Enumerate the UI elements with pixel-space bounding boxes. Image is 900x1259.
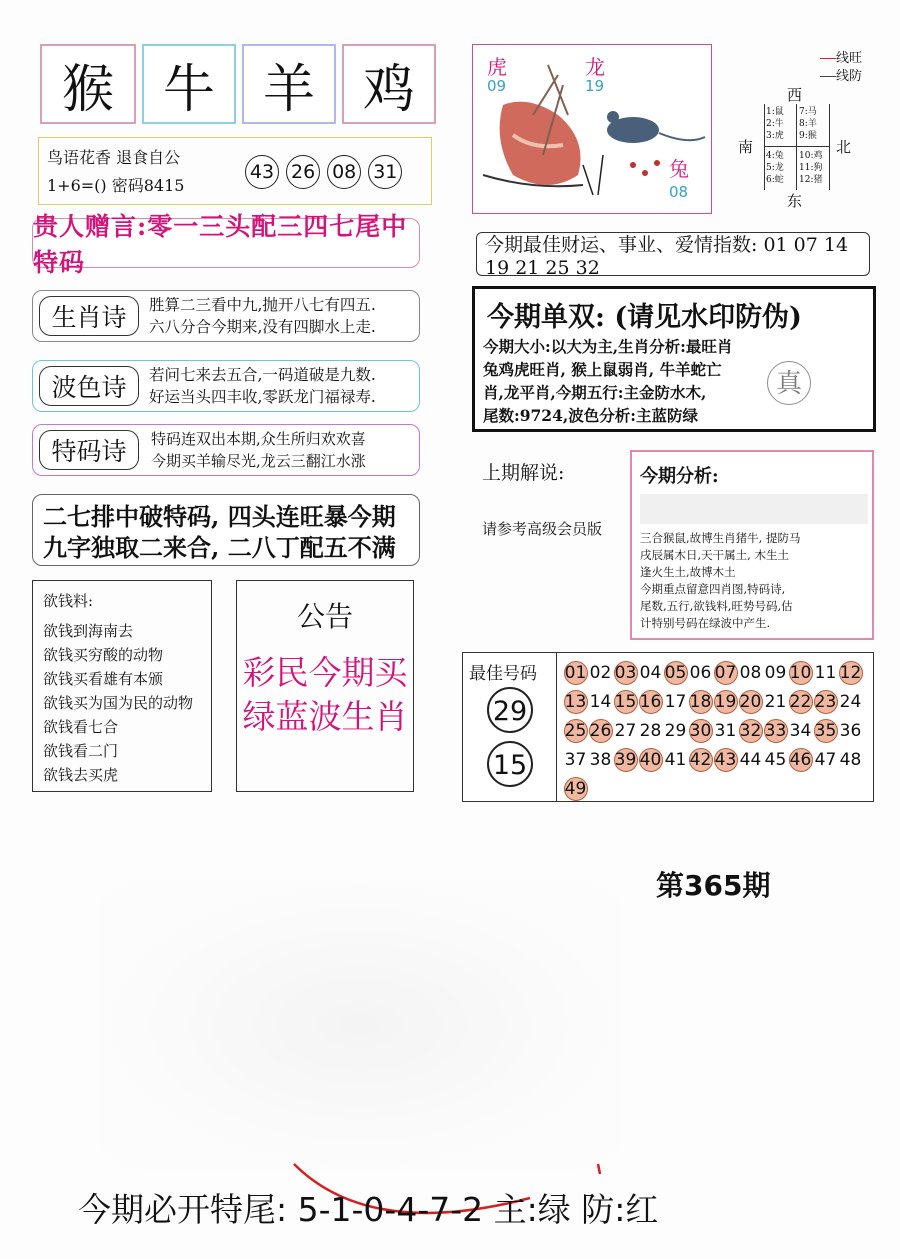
red-line-icon [820, 58, 836, 59]
zodiac-char: 牛 [162, 59, 215, 120]
compass-item: 2:牛 [766, 119, 784, 129]
money-list [43, 619, 201, 787]
highlighted-number: 40 [639, 749, 662, 770]
verse-panel [32, 494, 420, 566]
number-cell: 02 [589, 663, 612, 684]
poem-text [151, 428, 421, 472]
zodiac-box-3 [242, 44, 336, 124]
number-circle: 43 [245, 155, 279, 189]
legend-item [820, 50, 862, 68]
tiger-number: 09 [487, 77, 507, 95]
analysis-line: 戌辰属木日,天干属土, 木生土 [640, 548, 789, 562]
info-line-1: 鸟语花香 退食自公 [47, 148, 181, 167]
highlighted-number: 33 [764, 720, 787, 741]
number-cell: 09 [764, 663, 787, 684]
analysis-line: 逢火生土,故博木土 [640, 565, 736, 579]
best-picks [463, 653, 557, 801]
list-item: 欲钱去买虎 [43, 766, 119, 784]
info-numbers [245, 155, 404, 189]
poem-line: 特码连双出本期,众生所归欢欢喜 [151, 430, 366, 448]
zodiac-char: 猴 [61, 59, 114, 120]
notice-title: 公告 [296, 600, 353, 633]
oddeven-line: 尾数:9724,波色分析:主蓝防绿 [483, 406, 698, 425]
number-cell: 28 [639, 720, 662, 741]
highlighted-number: 22 [789, 692, 812, 713]
number-cell: 47 [814, 749, 837, 770]
poem-tag: 生肖诗 [39, 296, 139, 336]
rabbit-label: 兔 [669, 157, 689, 181]
money-title: 欲钱料: [43, 592, 94, 610]
issue-number: 第365期 [656, 869, 771, 902]
oddeven-line: 今期大小:以大为主,生肖分析:最旺肖 [483, 337, 733, 356]
number-cell: 11 [814, 663, 837, 684]
poem-text [149, 364, 421, 408]
compass-item: 8:羊 [799, 119, 817, 129]
highlighted-number: 19 [714, 692, 737, 713]
analysis-line: 计特别号码在绿波中产生. [640, 616, 771, 630]
number-cell: 14 [589, 692, 612, 713]
info-box [38, 137, 432, 205]
highlighted-number: 05 [664, 663, 687, 684]
highlighted-number: 03 [614, 663, 637, 684]
compass-item: 6:蛇 [766, 175, 784, 185]
number-cell: 37 [564, 749, 587, 770]
poem-line: 六八分合今期来,没有四脚水上走. [149, 318, 376, 336]
poem-line: 胜算二三看中九,抛开八七有四五. [149, 296, 376, 314]
verse-line: 九字独取二来合, 二八丁配五不满 [43, 533, 396, 562]
compass-cell [766, 150, 784, 186]
number-cell: 21 [764, 692, 787, 713]
compass-item: 7:马 [799, 107, 817, 117]
compass-west: 西 [787, 86, 803, 104]
compass-cell [799, 106, 817, 142]
list-item: 欲钱到海南去 [43, 622, 134, 640]
money-panel [32, 580, 212, 792]
legend-label: 线防 [836, 69, 863, 84]
verse-line: 二七排中破特码, 四头连旺暴今期 [43, 502, 396, 531]
compass-cell [799, 150, 823, 186]
analysis-title: 今期分析: [640, 466, 719, 487]
highlighted-number: 25 [564, 720, 587, 741]
compass-item: 10:鸡 [799, 151, 823, 161]
number-grid [563, 659, 871, 803]
oddeven-line: 肖,龙平肖,今期五行:主金防水木, [483, 383, 707, 402]
gift-saying: 贵人赠言:零一三头配三四七尾中特码 [32, 218, 420, 268]
compass-south: 南 [738, 138, 754, 156]
number-cell: 31 [714, 720, 737, 741]
oddeven-line: 兔鸡虎旺肖, 猴上鼠弱肖, 牛羊蛇亡 [483, 360, 722, 379]
number-cell: 45 [764, 749, 787, 770]
oddeven-panel [472, 286, 876, 432]
number-circle: 26 [286, 155, 320, 189]
highlighted-number: 23 [814, 692, 837, 713]
number-circle: 31 [368, 155, 402, 189]
zodiac-char: 鸡 [362, 59, 415, 120]
number-cell: 41 [664, 749, 687, 770]
watermark-stamp: 真 [767, 361, 811, 405]
oddeven-text [483, 335, 875, 427]
compass-item: 5:龙 [766, 163, 784, 173]
zodiac-box-2 [142, 44, 236, 124]
highlighted-number: 20 [739, 692, 762, 713]
zodiac-box-4 [342, 44, 436, 124]
dragon-number: 19 [585, 77, 605, 95]
highlighted-number: 42 [689, 749, 712, 770]
best-pick-circle: 15 [487, 741, 533, 787]
highlighted-number: 10 [789, 663, 812, 684]
highlighted-number: 12 [839, 663, 862, 684]
notice-panel [236, 580, 414, 792]
line-legend [820, 50, 862, 86]
number-cell: 36 [839, 720, 862, 741]
tiger-label: 虎 [487, 55, 507, 79]
best-title: 最佳号码 [469, 664, 537, 684]
number-cell: 06 [689, 663, 712, 684]
highlighted-number: 46 [789, 749, 812, 770]
highlighted-number: 13 [564, 692, 587, 713]
number-cell: 44 [739, 749, 762, 770]
dragon-label: 龙 [585, 55, 605, 79]
number-cell: 04 [639, 663, 662, 684]
highlighted-number: 43 [714, 749, 737, 770]
highlighted-number: 49 [564, 778, 587, 799]
list-item: 欲钱看七合 [43, 718, 119, 736]
poem-panel-special [32, 424, 420, 476]
compass-axis [796, 104, 797, 190]
highlighted-number: 01 [564, 663, 587, 684]
compass-chart [734, 84, 864, 210]
last-period-title: 上期解说: [482, 462, 565, 484]
poem-text [149, 294, 421, 338]
number-cell: 48 [839, 749, 862, 770]
number-cell: 24 [839, 692, 862, 713]
list-item: 欲钱买穷酸的动物 [43, 646, 164, 664]
highlighted-number: 18 [689, 692, 712, 713]
highlighted-number: 35 [814, 720, 837, 741]
compass-item: 3:虎 [766, 131, 784, 141]
notice-line: 彩民今期买 [242, 653, 408, 692]
analysis-line: 今期重点留意四肖图,特码诗, [640, 582, 786, 596]
notice-body [237, 651, 413, 739]
compass-north: 北 [836, 138, 852, 156]
oddeven-title: 今期单双: (请见水印防伪) [487, 302, 802, 333]
special-tail-line: 今期必开特尾: 5-1-0-4-7-2 主:绿 防:红 [78, 1190, 659, 1229]
compass-cell [766, 106, 784, 142]
zodiac-char: 羊 [262, 59, 315, 120]
compass-item: 9:猴 [799, 131, 817, 141]
compass-item: 4:兔 [766, 151, 784, 161]
dark-line-icon [820, 76, 836, 77]
best-pick-circle: 29 [487, 687, 533, 733]
number-circle: 08 [327, 155, 361, 189]
compass-item: 1:鼠 [766, 107, 784, 117]
poem-line: 若问七来去五合,一码道破是九数. [149, 366, 376, 384]
highlighted-number: 15 [614, 692, 637, 713]
highlighted-number: 39 [614, 749, 637, 770]
rabbit-number: 08 [669, 183, 689, 201]
poem-line: 今期买羊输尽光,龙云三翻江水涨 [151, 452, 366, 470]
compass-axis [764, 146, 830, 147]
number-cell: 34 [789, 720, 812, 741]
highlighted-number: 16 [639, 692, 662, 713]
poem-panel-color [32, 360, 420, 412]
legend-label: 线旺 [836, 51, 863, 66]
highlighted-number: 30 [689, 720, 712, 741]
number-cell: 17 [664, 692, 687, 713]
blurred-area [100, 880, 620, 1170]
best-numbers-panel [462, 652, 874, 802]
list-item: 欲钱看二门 [43, 742, 119, 760]
poem-panel-zodiac [32, 290, 420, 342]
analysis-panel [630, 450, 874, 640]
compass-item: 12:猪 [799, 175, 823, 185]
poem-line: 好运当头四丰收,零跃龙门福禄寿. [149, 388, 376, 406]
number-cell: 38 [589, 749, 612, 770]
last-period-text: 请参考高级会员版 [482, 520, 603, 538]
analysis-line: 三合猴鼠,故博生肖猪牛, 提防马 [640, 531, 801, 545]
fortune-index: 今期最佳财运、事业、爱情指数: 01 07 14 19 21 25 32 [476, 232, 870, 276]
number-cell: 29 [664, 720, 687, 741]
poem-tag: 特码诗 [39, 430, 139, 470]
highlighted-number: 26 [589, 720, 612, 741]
number-cell: 08 [739, 663, 762, 684]
zodiac-box-1 [40, 44, 136, 124]
analysis-text [640, 530, 800, 632]
analysis-blur [640, 494, 868, 524]
list-item: 欲钱买看雄有本颁 [43, 670, 164, 688]
notice-line: 绿蓝波生肖 [242, 697, 408, 736]
analysis-line: 尾数,五行,欲钱料,旺势号码,估 [640, 599, 793, 613]
highlighted-number: 07 [714, 663, 737, 684]
info-line-2: 1+6=() 密码8415 [47, 176, 185, 195]
compass-east: 东 [787, 192, 803, 210]
list-item: 欲钱买为国为民的动物 [43, 694, 194, 712]
poem-tag: 波色诗 [39, 366, 139, 406]
zodiac-picture [472, 44, 712, 214]
number-cell: 27 [614, 720, 637, 741]
highlighted-number: 32 [739, 720, 762, 741]
compass-item: 11:狗 [799, 163, 823, 173]
